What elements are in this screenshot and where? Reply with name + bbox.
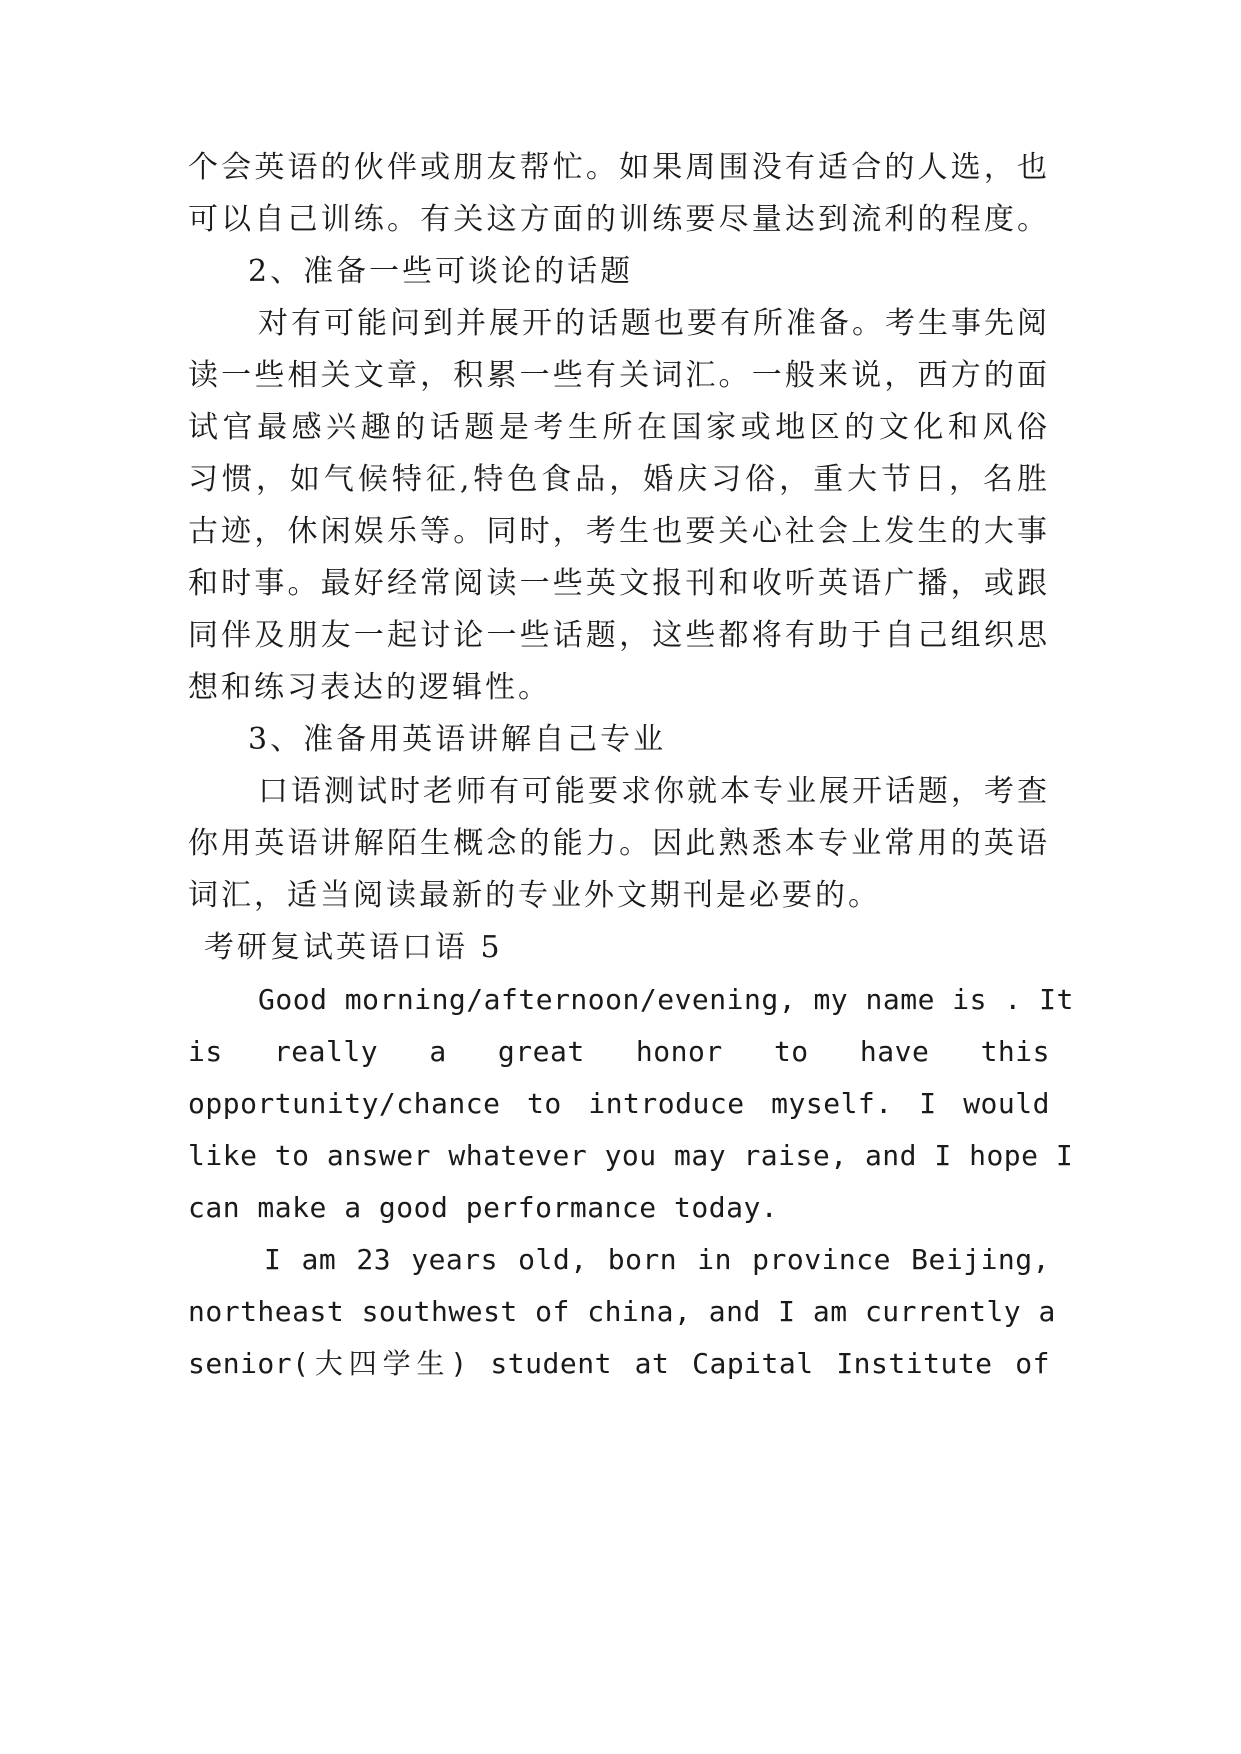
paragraph-line: opportunity/chance to introduce myself. I would xyxy=(188,1087,1050,1120)
paragraph-line: 可以自己训练。有关这方面的训练要尽量达到流利的程度。 xyxy=(188,202,1050,237)
paragraph-line: can make a good performance today. xyxy=(188,1191,779,1224)
paragraph-line: 词汇，适当阅读最新的专业外文期刊是必要的。 xyxy=(188,878,881,913)
paragraph-line: 个会英语的伙伴或朋友帮忙。如果周围没有适合的人选，也 xyxy=(188,150,1050,185)
paragraph-line: Good morning/afternoon/evening, my name is . It xyxy=(258,983,1074,1016)
paragraph-line: is really a great honor to have this xyxy=(188,1035,1050,1068)
paragraph-line: 古迹，休闲娱乐等。同时，考生也要关心社会上发生的大事 xyxy=(188,514,1050,549)
article-title: 考研复试英语口语 5 xyxy=(204,930,503,965)
section-heading: 2、准备一些可谈论的话题 xyxy=(248,254,634,289)
paragraph-line: 试官最感兴趣的话题是考生所在国家或地区的文化和风俗 xyxy=(188,410,1050,445)
paragraph-line: I am 23 years old, born in province Beijing, xyxy=(264,1243,1050,1276)
section-heading: 3、准备用英语讲解自己专业 xyxy=(248,722,667,757)
paragraph-line: 和时事。最好经常阅读一些英文报刊和收听英语广播，或跟 xyxy=(188,566,1050,601)
paragraph-line: northeast southwest of china, and I am currently a xyxy=(188,1295,1056,1328)
paragraph-line: 你用英语讲解陌生概念的能力。因此熟悉本专业常用的英语 xyxy=(188,826,1050,861)
paragraph-line: 想和练习表达的逻辑性。 xyxy=(188,670,551,705)
paragraph-line: senior(大四学生) student at Capital Institute of xyxy=(188,1347,1050,1380)
paragraph-line: 习惯，如气候特征,特色食品，婚庆习俗，重大节日，名胜 xyxy=(188,462,1050,497)
paragraph-line: 口语测试时老师有可能要求你就本专业展开话题，考查 xyxy=(258,774,1050,809)
paragraph-line: 同伴及朋友一起讨论一些话题，这些都将有助于自己组织思 xyxy=(188,618,1050,653)
paragraph-line: 读一些相关文章，积累一些有关词汇。一般来说，西方的面 xyxy=(188,358,1050,393)
paragraph-line: like to answer whatever you may raise, and I hope I xyxy=(188,1139,1074,1172)
paragraph-line: 对有可能问到并展开的话题也要有所准备。考生事先阅 xyxy=(258,306,1050,341)
